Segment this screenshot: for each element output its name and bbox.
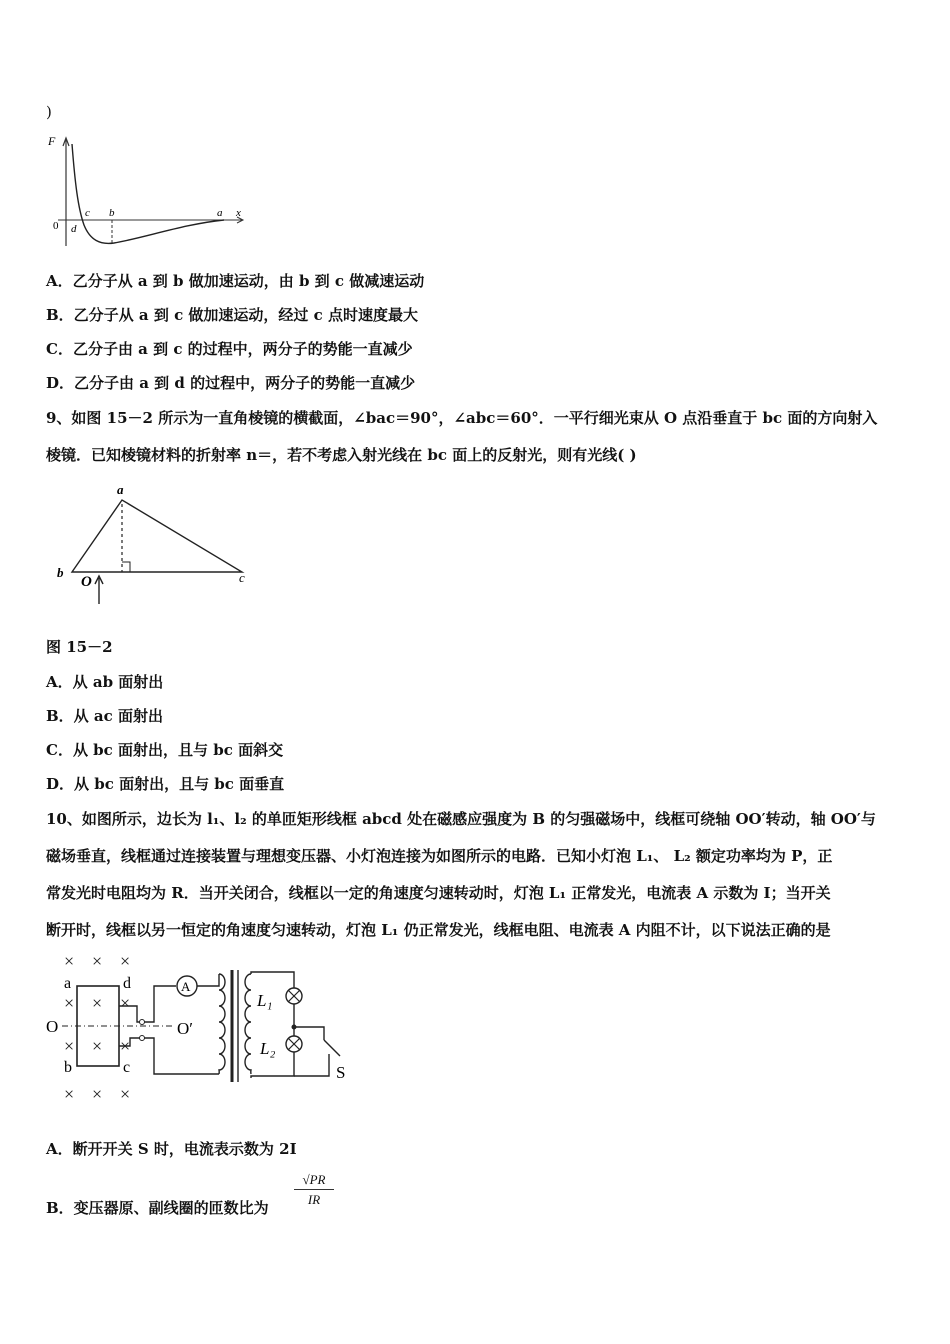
lamp-label-L2: L₂	[260, 1039, 276, 1058]
svg-text:×: ×	[92, 993, 103, 1013]
graph-x-label: x	[236, 207, 241, 219]
fraction-denominator: IR	[307, 1192, 321, 1207]
q8-force-graph	[44, 128, 254, 258]
lamp-label-L1: L₁	[257, 991, 273, 1010]
graph-point-b: b	[109, 207, 115, 219]
q9-caption: 图 15－2	[46, 638, 113, 656]
q9-prism-figure	[48, 480, 260, 614]
svg-text:×: ×	[92, 951, 103, 971]
svg-text:×: ×	[92, 1084, 103, 1104]
q9-option-a: A．从 ab 面射出	[46, 673, 164, 691]
axis-label-O-prime: O′	[177, 1019, 193, 1038]
q9-option-c: C．从 bc 面射出，且与 bc 面斜交	[46, 741, 284, 759]
q9-option-b: B．从 ac 面射出	[46, 707, 163, 725]
svg-text:×: ×	[120, 951, 131, 971]
graph-point-a: a	[217, 207, 223, 219]
q10-option-b-fraction	[294, 1172, 334, 1208]
q10-stem-line3: 常发光时电阻均为 R．当开关闭合，线框以一定的角速度匀速转动时，灯泡 L₁ 正常发光，电流表 A 示数为 I；当开关	[46, 884, 831, 902]
q9-stem-line2: 棱镜．已知棱镜材料的折射率 n＝，若不考虑入射光线在 bc 面上的反射光，则有光线( )	[46, 446, 637, 464]
q10-option-b: B．变压器原、副线圈的匝数比为	[46, 1199, 269, 1217]
q9-stem-line1: 9、如图 15－2 所示为一直角棱镜的横截面，∠bac＝90°，∠abc＝60°．一平行细光束从 O 点沿垂直于 bc 面的方向射入	[46, 409, 878, 427]
q9-option-d: D．从 bc 面射出，且与 bc 面垂直	[46, 775, 285, 793]
q10-stem-line4: 断开时，线框以另一恒定的角速度匀速转动，灯泡 L₁ 仍正常发光，线框电阻、电流表 A 内阻不计，以下说法正确的是	[46, 921, 831, 939]
frame-label-c: c	[123, 1059, 131, 1076]
graph-origin-label: 0	[53, 220, 59, 232]
svg-text:×: ×	[64, 1036, 75, 1056]
q10-stem-line1: 10、如图所示，边长为 l₁、l₂ 的单匝矩形线框 abcd 处在磁感应强度为 B 的匀强磁场中，线框可绕轴 OO′转动，轴 OO′与	[46, 810, 876, 828]
q10-option-a: A．断开开关 S 时，电流表示数为 2I	[46, 1140, 297, 1158]
svg-text:×: ×	[120, 993, 131, 1013]
frame-label-d: d	[123, 975, 131, 992]
prism-label-a: a	[117, 482, 124, 497]
svg-text:×: ×	[92, 1036, 103, 1056]
q8-option-d: D．乙分子由 a 到 d 的过程中，两分子的势能一直减少	[46, 374, 416, 392]
prism-label-c: c	[239, 570, 245, 585]
svg-text:×: ×	[120, 1036, 131, 1056]
axis-label-O: O	[46, 1017, 59, 1036]
prism-label-b: b	[57, 565, 64, 580]
ammeter-label: A	[181, 979, 191, 994]
svg-text:×: ×	[64, 993, 75, 1013]
q8-option-a: A．乙分子从 a 到 b 做加速运动，由 b 到 c 做减速运动	[46, 272, 425, 290]
svg-text:×: ×	[64, 951, 75, 971]
svg-text:×: ×	[120, 1084, 131, 1104]
frame-label-a: a	[64, 975, 72, 992]
q10-circuit-figure	[44, 948, 354, 1112]
secondary-coil	[245, 974, 251, 1074]
q8-option-c: C．乙分子由 a 到 c 的过程中，两分子的势能一直减少	[46, 340, 413, 358]
prism-label-O: O	[81, 574, 92, 590]
svg-text:×: ×	[64, 1084, 75, 1104]
switch-S	[324, 1040, 340, 1056]
q8-option-b: B．乙分子从 a 到 c 做加速运动，经过 c 点时速度最大	[46, 306, 418, 324]
primary-coil	[219, 974, 225, 1074]
switch-label-S: S	[336, 1063, 346, 1082]
q10-stem-line2: 磁场垂直，线框通过连接装置与理想变压器、小灯泡连接为如图所示的电路．已知小灯泡 L₁、 L₂ 额定功率均为 P，正	[46, 847, 833, 865]
magnetic-field-marks	[64, 951, 130, 1104]
graph-point-c: c	[85, 207, 90, 219]
q8-stem-tail: )	[46, 103, 52, 121]
frame-label-b: b	[64, 1059, 72, 1076]
fraction-numerator: √PR	[294, 1172, 334, 1190]
graph-y-label: F	[48, 134, 56, 148]
graph-point-d: d	[71, 223, 77, 235]
